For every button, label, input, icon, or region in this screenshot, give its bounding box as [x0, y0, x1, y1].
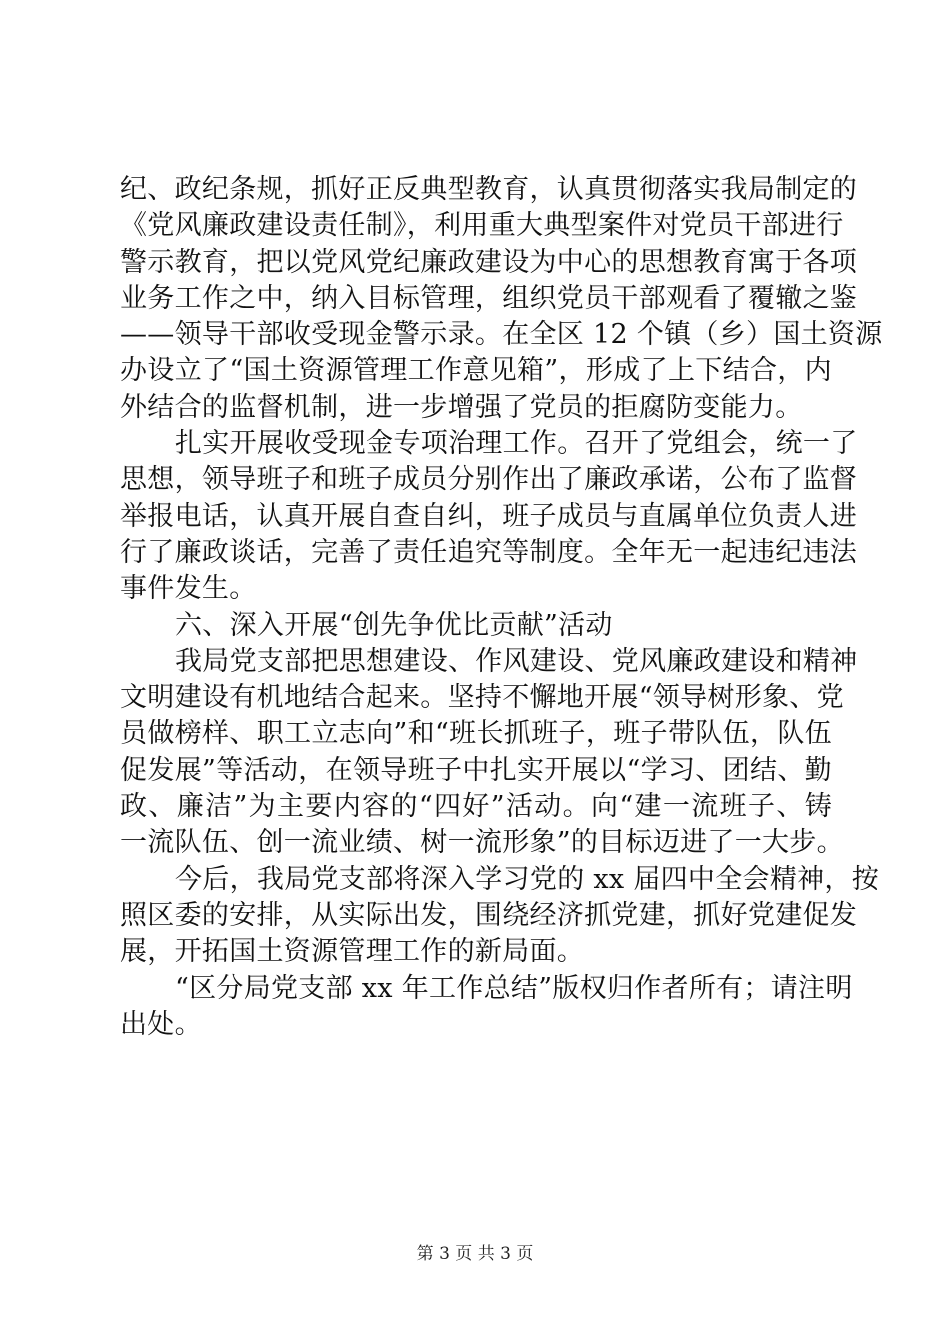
text-line: 业务工作之中，纳入目标管理，组织党员干部观看了覆辙之鉴 — [120, 282, 858, 314]
paragraph-future-plans — [120, 862, 880, 971]
text-line: 举报电话，认真开展自查自纠，班子成员与直属单位负责人进 — [120, 500, 858, 532]
paragraph-cash-governance — [120, 426, 858, 607]
page-number: 第 3 页 共 3 页 — [416, 1244, 534, 1264]
text-line: 我局党支部把思想建设、作风建设、党风廉政建设和精神 — [175, 645, 858, 677]
paragraph-discipline-education — [120, 172, 883, 426]
text-line: 政、廉洁”为主要内容的“四好”活动。向“建一流班子、铸 — [120, 791, 832, 823]
paragraph-copyright-note — [120, 971, 853, 1044]
document-body — [120, 172, 883, 1043]
text-line: 行了廉政谈话，完善了责任追究等制度。全年无一起违纪违法 — [120, 536, 858, 568]
section-heading — [120, 608, 832, 644]
paragraph-party-branch-activities — [120, 644, 858, 862]
text-line: 纪、政纪条规，抓好正反典型教育，认真贯彻落实我局制定的 — [120, 174, 858, 205]
text-line: 文明建设有机地结合起来。坚持不懈地开展“领导树形象、党 — [120, 682, 844, 714]
text-line: ——领导干部收受现金警示录。在全区 12 个镇（乡）国土资源 — [120, 319, 883, 351]
text-line: 外结合的监督机制，进一步增强了党员的拒腐防变能力。 — [120, 391, 803, 423]
text-line: 《党风廉政建设责任制》，利用重大典型案件对党员干部进行 — [120, 210, 844, 242]
text-line: 警示教育，把以党风党纪廉政建设为中心的思想教育寓于各项 — [120, 246, 858, 278]
text-line: 扎实开展收受现金专项治理工作。召开了党组会，统一了 — [175, 428, 858, 460]
text-line: 出处。 — [120, 1008, 202, 1040]
text-line: 员做榜样、职工立志向”和“班长抓班子，班子带队伍，队伍 — [120, 718, 832, 750]
text-line: 展，开拓国土资源管理工作的新局面。 — [120, 936, 585, 968]
text-line: 促发展”等活动，在领导班子中扎实开展以“学习、团结、勤 — [120, 754, 832, 786]
text-line: 一流队伍、创一流业绩、树一流形象”的目标迈进了一大步。 — [120, 827, 844, 859]
section-heading-text: 六、深入开展“创先争优比贡献”活动 — [175, 609, 613, 641]
text-line: 照区委的安排，从实际出发，围绕经济抓党建，抓好党建促发 — [120, 899, 858, 931]
text-line: 事件发生。 — [120, 573, 257, 605]
text-line: “区分局党支部 xx 年工作总结”版权归作者所有；请注明 — [175, 972, 853, 1004]
text-line: 今后，我局党支部将深入学习党的 xx 届四中全会精神，按 — [175, 863, 880, 895]
text-line: 思想，领导班子和班子成员分别作出了廉政承诺，公布了监督 — [120, 464, 858, 496]
text-line: 办设立了“国土资源管理工作意见箱”，形成了上下结合，内 — [120, 355, 832, 387]
